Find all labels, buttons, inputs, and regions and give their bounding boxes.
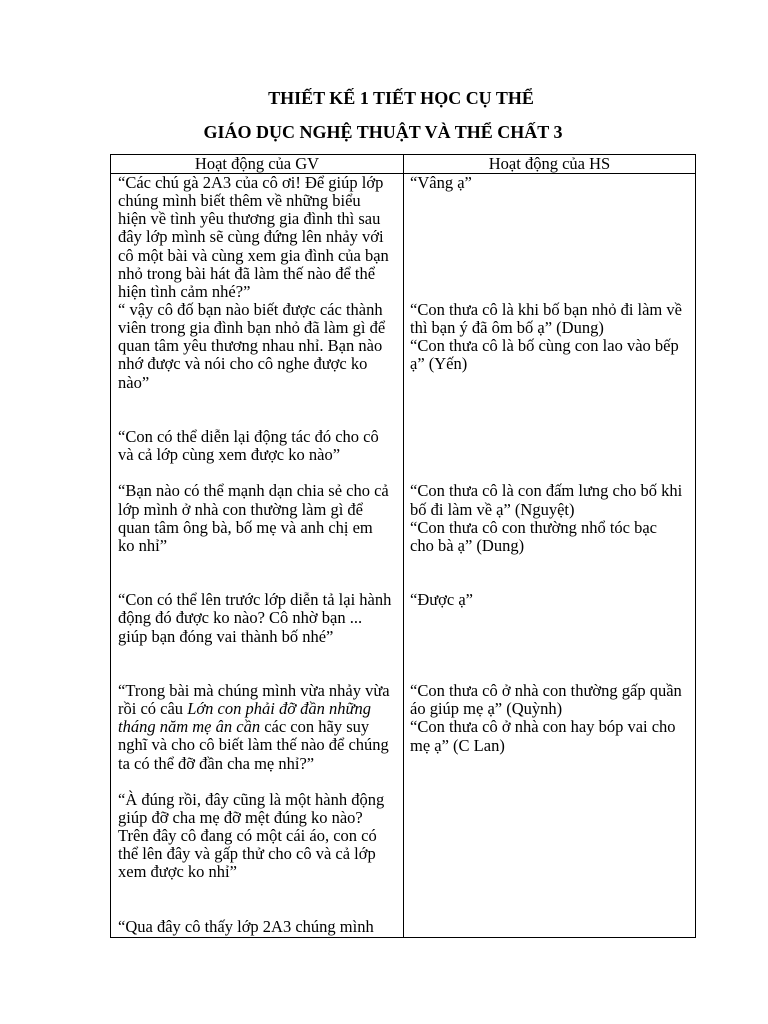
gv-text-line: “Các chú gà 2A3 của cô ơi! Để giúp lớp	[118, 173, 384, 192]
gv-text-line: Trên đây cô đang có một cái áo, con có	[118, 826, 377, 846]
title-line-2: GIÁO DỤC NGHỆ THUẬT VÀ THỂ CHẤT 3	[203, 122, 563, 142]
gv-text-line: ko nhỉ”	[118, 535, 168, 555]
hs-text-line: cho bà ạ” (Dung)	[410, 535, 525, 555]
student-response	[410, 337, 693, 373]
gv-text-line: đây lớp mình sẽ cùng đứng lên nhảy với	[118, 227, 384, 247]
gv-text-line: viên trong gia đình bạn nhỏ đã làm gì để	[118, 318, 386, 338]
gv-text-line: giúp bạn đóng vai thành bố nhé”	[118, 626, 334, 646]
text-run: rồi có câu	[118, 699, 188, 719]
gv-text-line: quan tâm yêu thương nhau nhỉ. Bạn nào	[118, 336, 383, 356]
gv-text-line: “ vậy cô đố bạn nào biết được các thành	[118, 299, 383, 319]
student-activity-column	[410, 174, 693, 755]
gv-text-line	[118, 700, 401, 718]
hs-text-line: “Được ạ”	[410, 590, 474, 610]
hs-text-line: “Con thưa cô là con đấm lưng cho bố khi	[410, 481, 683, 501]
teacher-utterance	[118, 791, 401, 882]
hs-text-line: “Con thưa cô ở nhà con hay bóp vai cho	[410, 717, 676, 737]
teacher-utterance	[118, 174, 401, 301]
teacher-utterance	[118, 301, 401, 392]
hs-text-line: áo giúp mẹ ạ” (Quỳnh)	[410, 699, 563, 719]
gv-text-line: và cả lớp cùng xem được ko nào”	[118, 445, 341, 465]
teacher-utterance	[118, 918, 401, 936]
hs-text-line: “Con thưa cô con thường nhổ tóc bạc	[410, 517, 658, 537]
column-divider	[403, 155, 404, 937]
gv-text-line: động đó được ko nào? Cô nhờ bạn ...	[118, 608, 363, 628]
text-run: các con hãy suy	[260, 717, 370, 737]
gv-text-line: cô một bài và cùng xem gia đình của bạn	[118, 245, 389, 265]
gv-text-line: thể lên đây và gấp thử cho cô và cả lớp	[118, 844, 376, 864]
gv-text-line: nào”	[118, 372, 150, 392]
student-response	[410, 718, 693, 754]
student-response	[410, 301, 693, 337]
header-student-activity: Hoạt động của HS	[488, 154, 611, 173]
student-response	[410, 682, 693, 718]
song-lyric-quote: tháng năm mẹ ân cần	[118, 717, 261, 737]
gv-text-line: hiện về tình yêu thương gia đình thì sau	[118, 209, 381, 229]
gv-text-line: hiện tình cảm nhé?”	[118, 281, 251, 301]
gv-text-line: giúp đỡ cha mẹ đỡ mệt đúng ko nào?	[118, 807, 363, 827]
teacher-utterance	[118, 482, 401, 555]
gv-text-line: “Con có thể lên trước lớp diễn tả lại hành	[118, 590, 392, 610]
hs-text-line: “Con thưa cô là khi bố bạn nhỏ đi làm về	[410, 300, 682, 320]
hs-text-line: bố đi làm về ạ” (Nguyệt)	[410, 499, 575, 519]
gv-text-line: “Con có thể diễn lại động tác đó cho cô	[118, 426, 379, 446]
header-teacher-activity: Hoạt động của GV	[194, 154, 320, 173]
student-response	[410, 482, 693, 518]
hs-text-line: ạ” (Yến)	[410, 354, 468, 374]
gv-text-line	[118, 718, 401, 736]
title-line-1: THIẾT KẾ 1 TIẾT HỌC CỤ THỂ	[268, 88, 534, 108]
gv-text-line: “Bạn nào có thể mạnh dạn chia sẻ cho cả	[118, 481, 389, 501]
hs-text-line: “Con thưa cô ở nhà con thường gấp quần	[410, 681, 682, 701]
gv-text-line: nghĩ và cho cô biết làm thế nào để chúng	[118, 735, 389, 755]
gv-text-line: “Trong bài mà chúng mình vừa nhảy vừa	[118, 680, 390, 700]
teacher-utterance	[118, 682, 401, 773]
gv-text-line: quan tâm ông bà, bố mẹ và anh chị em	[118, 517, 373, 537]
hs-text-line: mẹ ạ” (C Lan)	[410, 735, 505, 755]
teacher-utterance	[118, 428, 401, 464]
teacher-activity-column	[118, 174, 401, 936]
hs-text-line: thì bạn ý đã ôm bố ạ” (Dung)	[410, 318, 604, 338]
gv-text-line: chúng mình biết thêm về những biểu	[118, 191, 361, 211]
gv-text-line: “À đúng rồi, đây cũng là một hành động	[118, 789, 385, 809]
gv-text-line: ta có thể đỡ đần cha mẹ nhỉ?”	[118, 753, 315, 773]
teacher-utterance	[118, 591, 401, 645]
gv-text-line: nhớ được và nói cho cô nghe được ko	[118, 354, 368, 374]
song-lyric-quote: Lớn con phải đỡ đần những	[187, 699, 372, 719]
gv-text-line: “Qua đây cô thấy lớp 2A3 chúng mình	[118, 916, 374, 936]
hs-text-line: “Con thưa cô là bố cùng con lao vào bếp	[410, 336, 679, 356]
activity-table	[110, 154, 696, 938]
gv-text-line: xem được ko nhỉ”	[118, 862, 237, 882]
gv-text-line: nhỏ trong bài hát đã làm thế nào để thể	[118, 263, 376, 283]
hs-text-line: “Vâng ạ”	[410, 173, 472, 192]
student-response	[410, 174, 693, 192]
student-response	[410, 519, 693, 555]
student-response	[410, 591, 693, 609]
gv-text-line: lớp mình ở nhà con thường làm gì để	[118, 499, 364, 519]
